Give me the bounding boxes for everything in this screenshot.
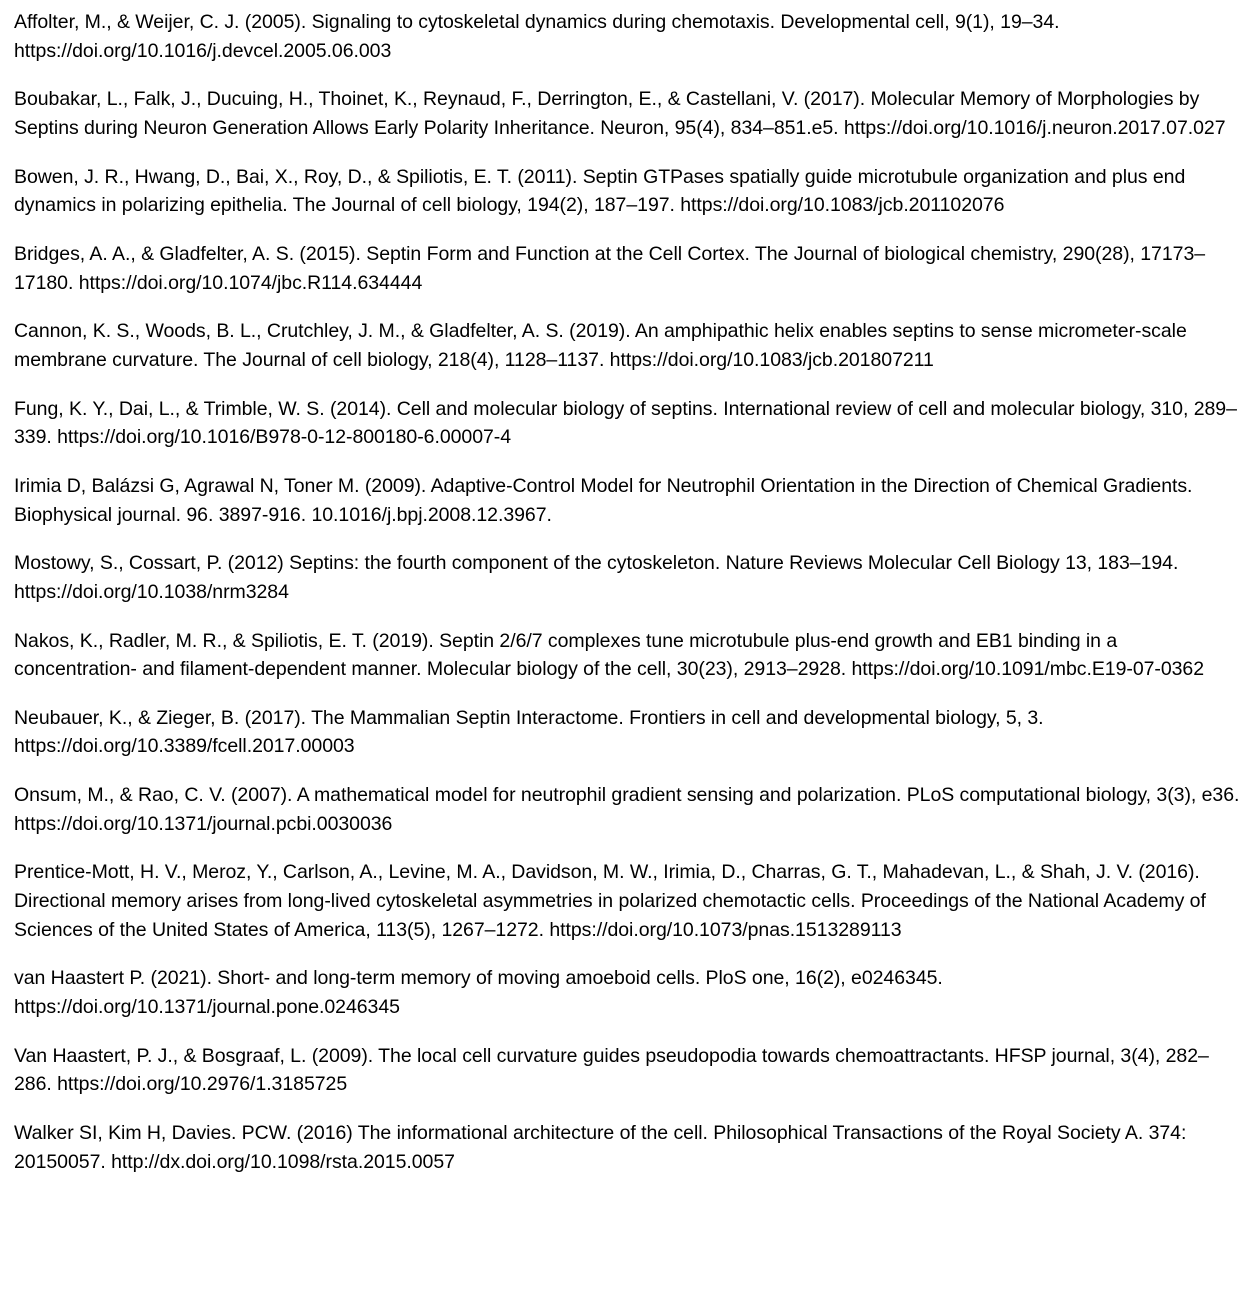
reference-entry: van Haastert P. (2021). Short- and long-term memory of moving amoeboid cells. PloS one, 16(2), e0246345. https://doi.org/10.1371/journal.pone.0246345 xyxy=(14,967,943,1019)
reference-entry: Neubauer, K., & Zieger, B. (2017). The Mammalian Septin Interactome. Frontiers in cell and developmental biology, 5, 3. https://doi.org/10.3389/fcell.2017.00003 xyxy=(14,706,1044,758)
reference-entry: Affolter, M., & Weijer, C. J. (2005). Signaling to cytoskeletal dynamics during chemotaxis. Developmental cell, 9(1), 19–34. https://doi.org/10.1016/j.devcel.2005.06.003 xyxy=(14,11,1060,62)
reference-entry: Bridges, A. A., & Gladfelter, A. S. (2015). Septin Form and Function at the Cell Cortex. The Journal of biological chemistry, 290(28), 17173–17180. https://doi.org/10.1074/jbc.R114.634444 xyxy=(14,242,1206,294)
reference-entry: Prentice-Mott, H. V., Meroz, Y., Carlson, A., Levine, M. A., Davidson, M. W., Irimia, D., Charras, G. T., Mahadevan, L., & Shah, J. V. (2016). Directional memory arises from long-lived cytoskeletal asymmetries in polarized chemotactic cells. Proceedings of the National Academy of Sciences of the United States of America, 113(5), 1267–1272. https://doi.org/10.1073/pnas.1513289113 xyxy=(14,861,1206,941)
reference-entry: Van Haastert, P. J., & Bosgraaf, L. (2009). The local cell curvature guides pseudopodia towards chemoattractants. HFSP journal, 3(4), 282–286. https://doi.org/10.2976/1.3185725 xyxy=(14,1044,1209,1096)
reference-entry: Nakos, K., Radler, M. R., & Spiliotis, E. T. (2019). Septin 2/6/7 complexes tune microtubule plus-end growth and EB1 binding in a concentration- and filament-dependent manner. Molecular biology of the cell, 30(23), 2913–2928. https://doi.org/10.1091/mbc.E19-07-0362 xyxy=(14,629,1205,681)
reference-entry: Fung, K. Y., Dai, L., & Trimble, W. S. (2014). Cell and molecular biology of septins. International review of cell and molecular biology, 310, 289–339. https://doi.org/10.1016/B978-0-12-800180-6.00007-4 xyxy=(14,397,1237,449)
reference-entry: Bowen, J. R., Hwang, D., Bai, X., Roy, D., & Spiliotis, E. T. (2011). Septin GTPases spatially guide microtubule organization and plus end dynamics in polarizing epithelia. The Journal of cell biology, 194(2), 187–197. https://doi.org/10.1083/jcb.201102076 xyxy=(14,165,1186,217)
reference-entry: Irimia D, Balázsi G, Agrawal N, Toner M. (2009). Adaptive-Control Model for Neutrophil Orientation in the Direction of Chemical Gradients. Biophysical journal. 96. 3897-916. 10.1016/j.bpj.2008.12.3967. xyxy=(14,474,1193,526)
reference-entry: Mostowy, S., Cossart, P. (2012) Septins: the fourth component of the cytoskeleton. Nature Reviews Molecular Cell Biology 13, 183–194. https://doi.org/10.1038/nrm3284 xyxy=(14,552,1179,603)
reference-entry: Cannon, K. S., Woods, B. L., Crutchley, J. M., & Gladfelter, A. S. (2019). An amphipathic helix enables septins to sense micrometer-scale membrane curvature. The Journal of cell biology, 218(4), 1128–1137. https://doi.org/10.1083/jcb.201807211 xyxy=(14,320,1187,371)
reference-entry: Walker SI, Kim H, Davies. PCW. (2016) The informational architecture of the cell. Philosophical Transactions of the Royal Society A. 374: 20150057. http://dx.doi.org/10.1098/rsta.2015.0057 xyxy=(14,1122,1187,1173)
reference-entry: Boubakar, L., Falk, J., Ducuing, H., Thoinet, K., Reynaud, F., Derrington, E., & Castellani, V. (2017). Molecular Memory of Morphologies by Septins during Neuron Generation Allows Early Polarity Inheritance. Neuron, 95(4), 834–851.e5. https://doi.org/10.1016/j.neuron.2017.07.027 xyxy=(14,88,1226,139)
reference-entry: Onsum, M., & Rao, C. V. (2007). A mathematical model for neutrophil gradient sensing and polarization. PLoS computational biology, 3(3), e36. https://doi.org/10.1371/journal.pcbi.0030036 xyxy=(14,784,1240,835)
reference-list xyxy=(14,8,1242,1176)
